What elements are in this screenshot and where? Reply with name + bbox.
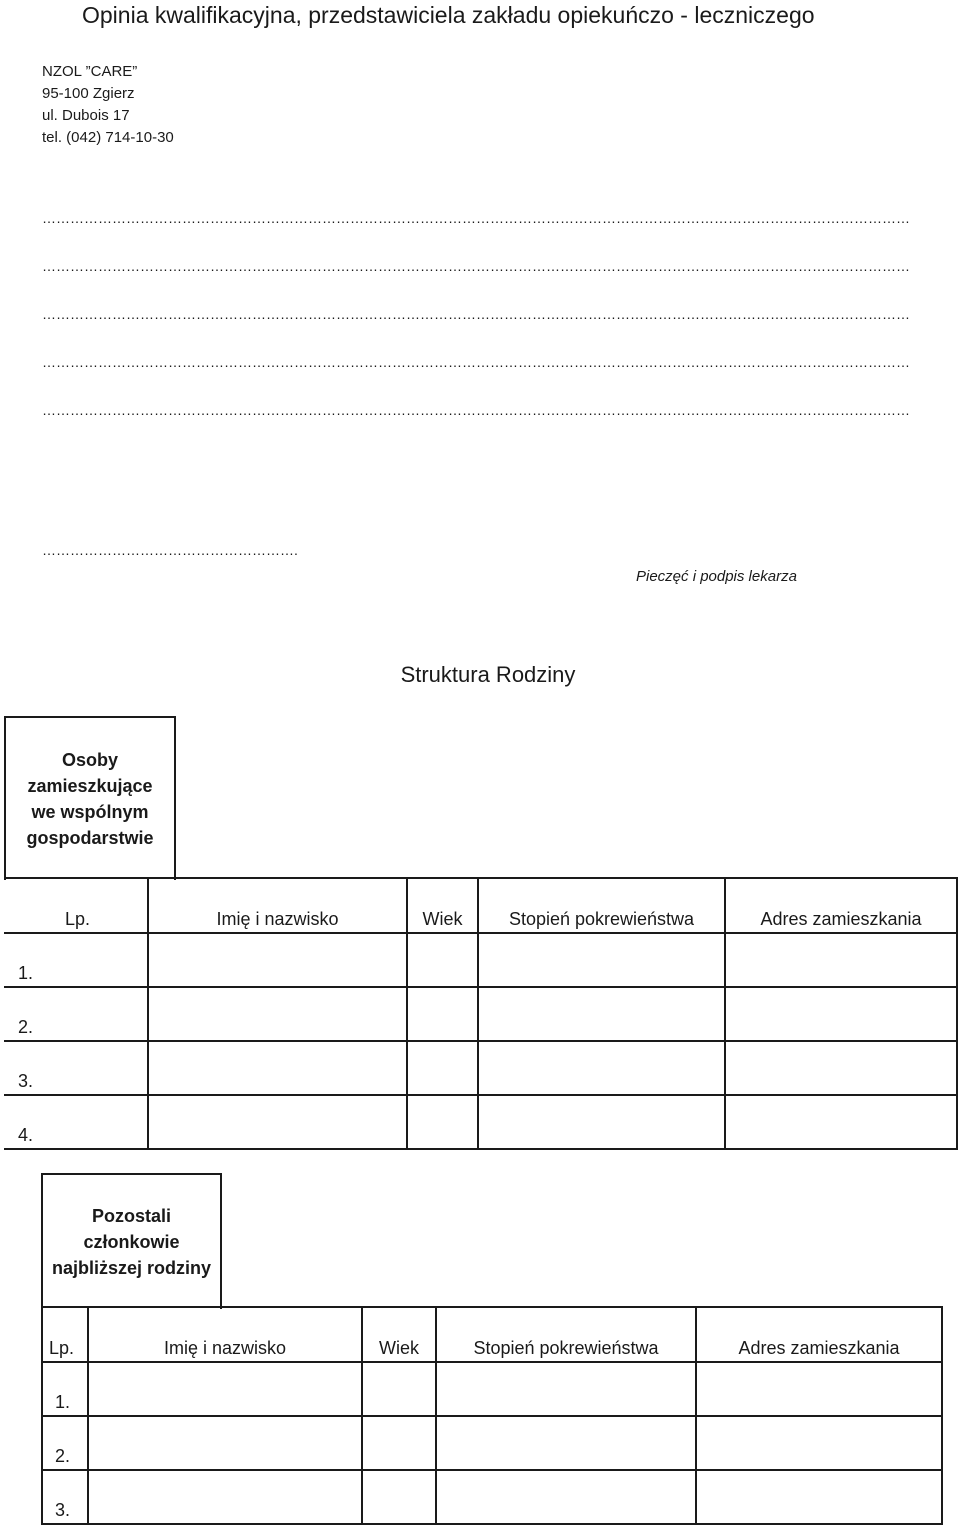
relatives-box (41, 1173, 222, 1309)
relatives-box-label: Pozostali członkowie najbliższej rodziny (51, 1206, 212, 1278)
cell-name[interactable] (148, 1041, 407, 1095)
cell-age[interactable] (407, 1095, 478, 1149)
cell-name[interactable] (148, 987, 407, 1041)
row-number: 3. (42, 1470, 88, 1524)
header-age: Wiek (407, 878, 478, 933)
cell-age[interactable] (407, 933, 478, 987)
cell-name[interactable] (148, 1095, 407, 1149)
cell-name[interactable] (88, 1362, 362, 1416)
table-row[interactable] (42, 1362, 942, 1416)
cell-relation[interactable] (478, 1095, 725, 1149)
table-row[interactable] (42, 1470, 942, 1524)
cell-age[interactable] (362, 1416, 436, 1470)
row-number: 4. (4, 1095, 148, 1149)
cell-address[interactable] (696, 1470, 942, 1524)
dotted-line-4[interactable]: …………………………………………………………………………………………………………………………………………………………………… (42, 354, 910, 370)
cell-age[interactable] (407, 987, 478, 1041)
cell-address[interactable] (725, 933, 957, 987)
header-lp: Lp. (4, 878, 148, 933)
dotted-line-5[interactable]: …………………………………………………………………………………………………………………………………………………………………… (42, 402, 910, 418)
section-title: Struktura Rodziny (400, 662, 576, 687)
cell-address[interactable] (725, 1095, 957, 1149)
household-table (4, 877, 958, 1150)
table-header-row (4, 878, 957, 933)
header-name: Imię i nazwisko (88, 1307, 362, 1362)
table-row[interactable] (42, 1416, 942, 1470)
org-postal: 95-100 Zgierz (42, 85, 135, 102)
row-number: 1. (4, 933, 148, 987)
cell-age[interactable] (362, 1362, 436, 1416)
header-lp: Lp. (42, 1307, 88, 1362)
cell-relation[interactable] (478, 933, 725, 987)
cell-name[interactable] (88, 1416, 362, 1470)
dotted-line-3[interactable]: …………………………………………………………………………………………………………………………………………………………………… (42, 306, 910, 322)
signature-dots[interactable]: ………………………………………………. (42, 542, 298, 558)
cell-address[interactable] (725, 987, 957, 1041)
cell-relation[interactable] (436, 1416, 696, 1470)
cell-address[interactable] (696, 1416, 942, 1470)
household-box-label: Osoby zamieszkujące we wspólnym gospodarstwie (26, 750, 154, 848)
dotted-line-1[interactable]: …………………………………………………………………………………………………………………………………………………………………… (42, 210, 910, 226)
header-relation: Stopień pokrewieństwa (436, 1307, 696, 1362)
signature-label: Pieczęć i podpis lekarza (636, 568, 797, 585)
org-name: NZOL ”CARE” (42, 63, 138, 80)
header-age: Wiek (362, 1307, 436, 1362)
table-header-row (42, 1307, 942, 1362)
table-row[interactable] (4, 1095, 957, 1149)
cell-relation[interactable] (478, 1041, 725, 1095)
cell-age[interactable] (407, 1041, 478, 1095)
row-number: 2. (4, 987, 148, 1041)
relatives-table (41, 1306, 943, 1525)
document-title: Opinia kwalifikacyjna, przedstawiciela zakładu opiekuńczo - leczniczego (82, 2, 815, 28)
table-row[interactable] (4, 987, 957, 1041)
row-number: 3. (4, 1041, 148, 1095)
cell-address[interactable] (725, 1041, 957, 1095)
cell-relation[interactable] (478, 987, 725, 1041)
header-relation: Stopień pokrewieństwa (478, 878, 725, 933)
cell-relation[interactable] (436, 1362, 696, 1416)
cell-age[interactable] (362, 1470, 436, 1524)
header-name: Imię i nazwisko (148, 878, 407, 933)
header-address: Adres zamieszkania (696, 1307, 942, 1362)
cell-address[interactable] (696, 1362, 942, 1416)
dotted-line-2[interactable]: …………………………………………………………………………………………………………………………………………………………………… (42, 258, 910, 274)
cell-name[interactable] (88, 1470, 362, 1524)
table-row[interactable] (4, 1041, 957, 1095)
header-address: Adres zamieszkania (725, 878, 957, 933)
cell-name[interactable] (148, 933, 407, 987)
row-number: 2. (42, 1416, 88, 1470)
row-number: 1. (42, 1362, 88, 1416)
table-row[interactable] (4, 933, 957, 987)
household-box (4, 716, 176, 880)
org-street: ul. Dubois 17 (42, 107, 130, 124)
org-phone: tel. (042) 714-10-30 (42, 129, 174, 146)
cell-relation[interactable] (436, 1470, 696, 1524)
